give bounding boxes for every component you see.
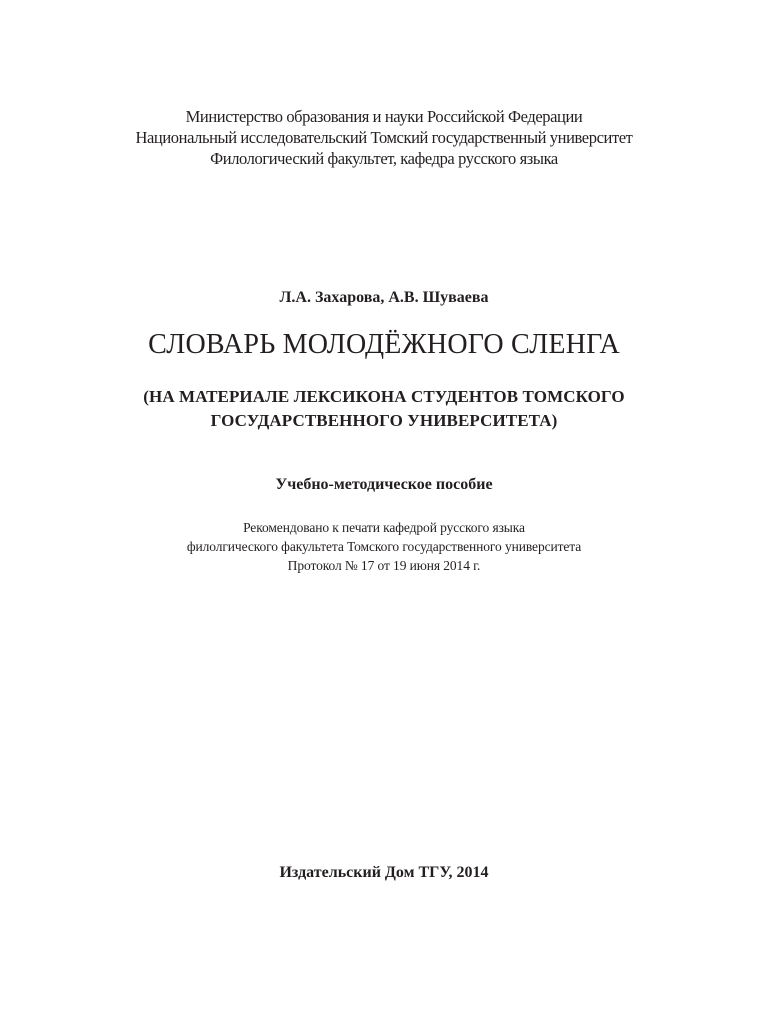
publication-type: Учебно-методическое пособие <box>275 476 493 493</box>
recommendation-line-1: Рекомендовано к печати кафедрой русского языка <box>243 520 525 535</box>
recommendation-line-2: филолгического факультета Томского государственного университета <box>186 539 582 554</box>
book-title: СЛОВАРЬ МОЛОДЁЖНОГО СЛЕНГА <box>148 329 620 360</box>
subtitle-line-2: ГОСУДАРСТВЕННОГО УНИВЕРСИТЕТА) <box>210 411 558 430</box>
faculty-line: Филологический факультет, кафедра русского языка <box>210 149 558 168</box>
authors: Л.А. Захарова, А.В. Шуваева <box>279 289 489 306</box>
ministry-line: Министерство образования и науки Российской Федерации <box>185 107 583 126</box>
publisher: Издательский Дом ТГУ, 2014 <box>279 864 489 881</box>
protocol-line: Протокол № 17 от 19 июня 2014 г. <box>287 558 481 573</box>
university-line: Национальный исследовательский Томский государственный университет <box>135 128 633 147</box>
subtitle-line-1: (НА МАТЕРИАЛЕ ЛЕКСИКОНА СТУДЕНТОВ ТОМСКОГО <box>143 387 625 406</box>
